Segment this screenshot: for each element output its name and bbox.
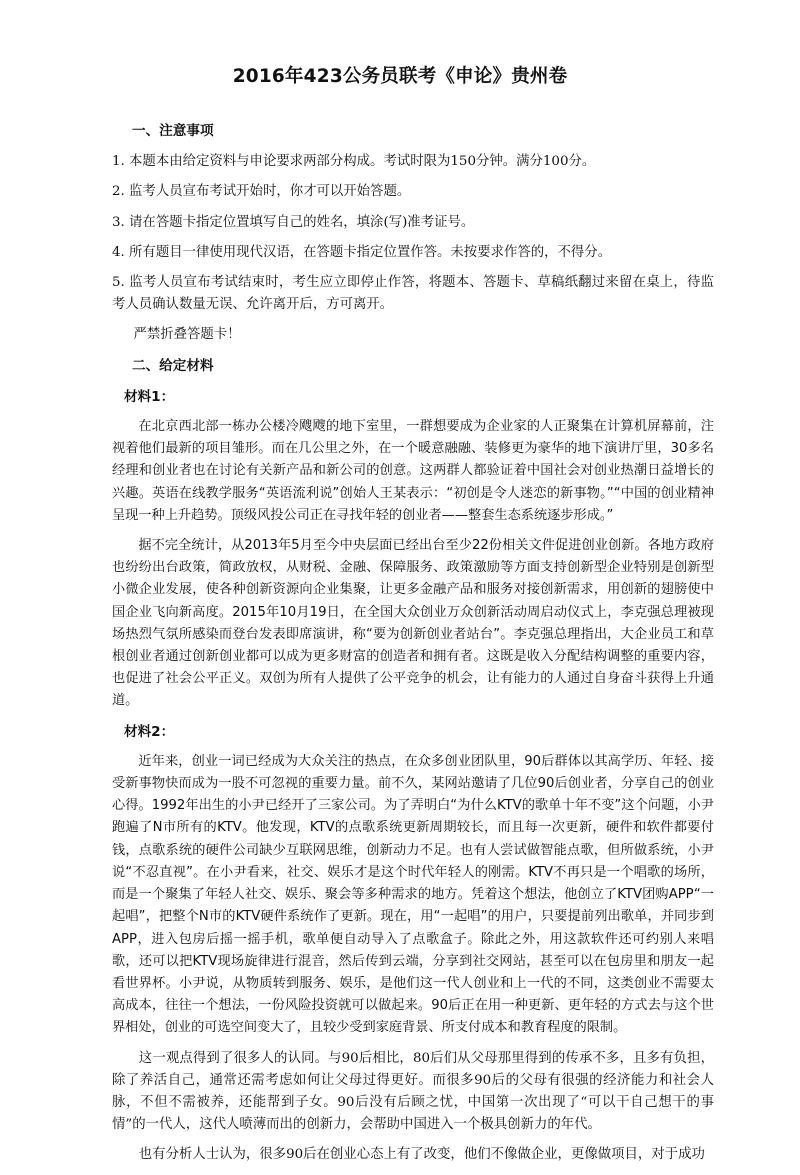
material-1-paragraph-1: 在北京西北部一栋办公楼冷飕飕的地下室里，一群想要成为企业家的人正聚集在计算机屏幕前，注视着他们最新的项目雏形。而在几公里之外，在一个暖意融融、装修更为豪华的地下演讲厅里，30多名经理和创业者也在讨论有关新产品和新公司的创意。这两群人都验证着中国社会对创业热潮日益增长的兴趣。英语在线教学服务“英语流利说”创始人王某表示：“初创是令人迷恋的新事物。”“中国的创业精神呈现一种上升趋势。顶级风投公司正在寻找年轻的创业者——整套生态系统逐步形成。” (112, 419, 714, 523)
notice-item-4: 4. 所有题目一律使用现代汉语，在答题卡指定位置作答。未按要求作答的，不得分。 (112, 244, 612, 260)
section-heading-notice: 一、注意事项 (132, 123, 214, 139)
notice-item-2: 2. 监考人员宣布考试开始时，你才可以开始答题。 (112, 184, 411, 200)
material-2-paragraph-2: 这一观点得到了很多人的认同。与90后相比，80后们从父母那里得到的传承不多，且多有负担，除了养活自己，通常还需考虑如何让父母过得更好。而很多90后的父母有很强的经济能力和社会人脉，不但不需被养，还能帮到子女。90后没有后顾之忧，中国第一次出现了“可以干自己想干的事情”的一代人，这代人喷薄而出的创新力，会帮助中国进入一个极具创新力的年代。 (112, 1050, 714, 1133)
notice-item-5: 5. 监考人员宣布考试结束时，考生应立即停止作答，将题本、答题卡、草稿纸翻过来留在桌上，待监考人员确认数量无误、允许离开后，方可离开。 (112, 275, 714, 313)
notice-item-3: 3. 请在答题卡指定位置填写自己的姓名，填涂(写)准考证号。 (112, 214, 475, 230)
document-body (112, 120, 714, 1175)
material-2-paragraph-3: 也有分析人士认为，很多90后在创业心态上有了改变，他们不像做企业，更像做项目，对于成功 (138, 1147, 705, 1163)
material-2-label: 材料2： (124, 723, 175, 740)
material-1-paragraph-2: 据不完全统计，从2013年5月至今中央层面已经出台至少22份相关文件促进创业创新。各地方政府也纷纷出台政策，简政放权，从财税、金融、保障服务、政策激励等方面支持创新型企业特别是创新型小微企业发展，使各种创新资源向企业集聚，让更多金融产品和服务对接创新需求，用创新的翅膀使中国企业飞向新高度。2015年10月19日，在全国大众创业万众创新活动周启动仪式上，李克强总理被现场热烈气氛所感染而登台发表即席演讲，称“要为创新创业者站台”。李克强总理指出，大企业员工和草根创业者通过创新创业都可以成为更多财富的创造者和拥有者。这既是收入分配结构调整的重要内容，也促进了社会公平正义。双创为所有人提供了公平竞争的机会，让有能力的人通过自身奋斗获得上升通道。 (112, 538, 714, 709)
section-heading-materials: 二、给定材料 (132, 357, 214, 374)
document-title: 2016年423公务员联考《申论》贵州卷 (232, 66, 568, 87)
notice-warning: 严禁折叠答题卡！ (133, 327, 241, 343)
notice-item-1: 1. 本题本由给定资料与申论要求两部分构成。考试时限为150分钟。满分100分。 (112, 154, 596, 170)
material-2-paragraph-1: 近年来，创业一词已经成为大众关注的热点，在众多创业团队里，90后群体以其高学历、年轻、接受新事物快而成为一股不可忽视的重要力量。前不久，某网站邀请了几位90后创业者，分享自己的创业心得。1992年出生的小尹已经开了三家公司。为了弄明白“为什么KTV的歌单十年不变”这个问题，小尹跑遍了N市所有的KTV。他发现，KTV的点歌系统更新周期较长，而且每一次更新，硬件和软件都要付钱，点歌系统的硬件公司缺少互联网思维，创新动力不足。也有人尝试做智能点歌，但所做系统，小尹说“不忍直视”。在小尹看来，社交、娱乐才是这个时代年轻人的刚需。KTV不再只是一个唱歌的场所，而是一个聚集了年轻人社交、娱乐、聚会等多种需求的地方。凭着这个想法，他创立了KTV团购APP“一起唱”，把整个N市的KTV硬件系统作了更新。现在，用“一起唱”的用户，只要提前列出歌单，并同步到APP，进入包房后摇一摇手机，歌单便自动导入了点歌盒子。除此之外，用这款软件还可约别人来唱歌，还可以把KTV现场旋律进行混音，然后传到云端，分享到社交网站，甚至可以在包房里和朋友一起看世界杯。小尹说，从物质转到服务、娱乐，是他们这一代人创业和上一代的不同，这类创业不需要太高成本，往往一个想法，一份风险投资就可以做起来。90后正在用一种更新、更年轻的方式去与这个世界相处，创业的可选空间变大了，且较少受到家庭背景、所支付成本和教育程度的限制。 (112, 753, 714, 1036)
material-1-label: 材料1： (124, 388, 175, 405)
